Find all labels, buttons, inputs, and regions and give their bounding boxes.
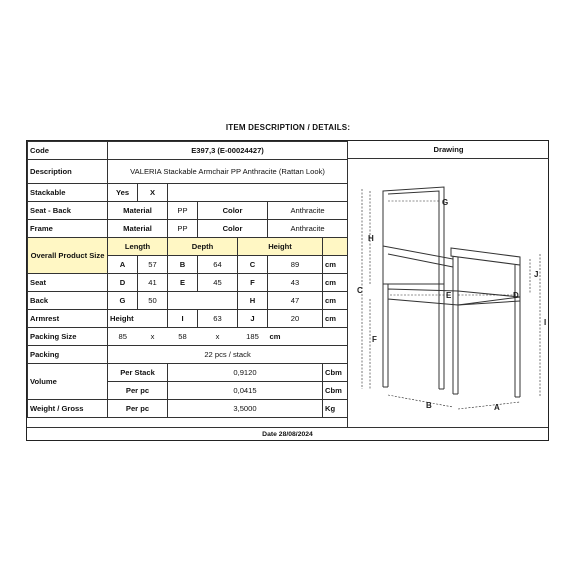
per-pc-label: Per pc — [108, 382, 168, 400]
chair-drawing — [348, 159, 550, 427]
packing-times: x — [198, 328, 238, 346]
unit-cm: cm — [323, 274, 348, 292]
label-c: C — [357, 286, 363, 295]
row-frame — [28, 220, 348, 238]
material-value: PP — [168, 202, 198, 220]
material-value: PP — [168, 220, 198, 238]
row-packing — [28, 346, 348, 364]
letter-f: F — [238, 274, 268, 292]
letter-j: J — [238, 310, 268, 328]
value-description: VALERIA Stackable Armchair PP Anthracite (Rattan Look) — [108, 160, 348, 184]
value-e: 45 — [198, 274, 238, 292]
letter-i: I — [168, 310, 198, 328]
chair-feet — [383, 387, 520, 397]
value-g: 50 — [138, 292, 168, 310]
volume-per-stack: 0,9120 — [168, 364, 323, 382]
chair-back-leg-right — [439, 284, 444, 389]
letter-c: C — [238, 256, 268, 274]
label-g: G — [442, 198, 449, 207]
blank-cell — [323, 238, 348, 256]
label-seat: Seat — [28, 274, 108, 292]
value-i: 63 — [198, 310, 238, 328]
label-armrest: Armrest — [28, 310, 108, 328]
label-packing-size: Packing Size — [28, 328, 108, 346]
value-h: 47 — [268, 292, 323, 310]
value-stackable-yes: Yes — [108, 184, 138, 202]
chair-backrest — [383, 187, 444, 284]
row-weight — [28, 400, 348, 418]
row-armrest — [28, 310, 348, 328]
color-label: Color — [198, 220, 268, 238]
letter-e: E — [168, 274, 198, 292]
chair-arm-support — [453, 256, 458, 394]
value-d: 41 — [138, 274, 168, 292]
dim-line-a — [458, 402, 520, 409]
label-description: Description — [28, 160, 108, 184]
label-i: I — [544, 318, 547, 327]
label-d: D — [513, 291, 519, 300]
chair-seat-front — [458, 301, 520, 305]
page-title: ITEM DESCRIPTION / DETAILS: — [225, 123, 351, 132]
dim-line-b — [388, 395, 453, 407]
label-seat-back: Seat - Back — [28, 202, 108, 220]
drawing-panel — [347, 141, 549, 427]
chair-arm-support-front — [515, 265, 520, 397]
spec-table — [27, 141, 348, 418]
color-label: Color — [198, 202, 268, 220]
label-frame: Frame — [28, 220, 108, 238]
value-b: 64 — [198, 256, 238, 274]
packing-width: 58 — [168, 328, 198, 346]
letter-a: A — [108, 256, 138, 274]
row-back — [28, 292, 348, 310]
header-depth: Depth — [168, 238, 238, 256]
label-overall-size: Overall Product Size — [28, 238, 108, 274]
label-e: E — [446, 291, 452, 300]
chair-back-leg-left — [383, 284, 388, 387]
row-code — [28, 142, 348, 160]
letter-h: H — [238, 292, 268, 310]
material-label: Material — [108, 220, 168, 238]
unit-cm: cm — [323, 310, 348, 328]
label-weight: Weight / Gross — [28, 400, 108, 418]
volume-per-pc: 0,0415 — [168, 382, 323, 400]
value-a: 57 — [138, 256, 168, 274]
unit-cm: cm — [323, 256, 348, 274]
value-c: 89 — [268, 256, 323, 274]
blank-cell — [168, 184, 348, 202]
letter-g: G — [108, 292, 138, 310]
row-description — [28, 160, 348, 184]
header-length: Length — [108, 238, 168, 256]
label-stackable: Stackable — [28, 184, 108, 202]
row-packing-size — [28, 328, 348, 346]
material-label: Material — [108, 202, 168, 220]
unit-cbm: Cbm — [323, 382, 348, 400]
header-height: Height — [238, 238, 323, 256]
label-j: J — [534, 270, 539, 279]
unit-cm: cm — [268, 328, 348, 346]
row-volume-stack — [28, 364, 348, 382]
label-f: F — [372, 335, 377, 344]
unit-kg: Kg — [323, 400, 348, 418]
chair-backrest-inner — [388, 191, 439, 284]
value-code: E397,3 (E-00024427) — [108, 142, 348, 160]
label-code: Code — [28, 142, 108, 160]
per-stack-label: Per Stack — [108, 364, 168, 382]
label-volume: Volume — [28, 364, 108, 400]
color-value: Anthracite — [268, 202, 348, 220]
chair-armrest-left — [383, 246, 453, 267]
label-a: A — [494, 403, 500, 412]
row-seat-back — [28, 202, 348, 220]
value-j: 20 — [268, 310, 323, 328]
letter-b: B — [168, 256, 198, 274]
blank-cell — [168, 292, 238, 310]
row-stackable — [28, 184, 348, 202]
packing-height: 185 — [238, 328, 268, 346]
value-f: 43 — [268, 274, 323, 292]
packing-times: x — [138, 328, 168, 346]
unit-cbm: Cbm — [323, 364, 348, 382]
per-pc-label: Per pc — [108, 400, 168, 418]
label-h: H — [368, 234, 374, 243]
color-value: Anthracite — [268, 220, 348, 238]
label-b: B — [426, 401, 432, 410]
label-back: Back — [28, 292, 108, 310]
chair-armrest-right — [451, 248, 520, 265]
height-label: Height — [108, 310, 168, 328]
unit-cm: cm — [323, 292, 348, 310]
packing-length: 85 — [108, 328, 138, 346]
footer-date: Date 28/08/2024 — [27, 427, 548, 441]
row-seat — [28, 274, 348, 292]
value-packing: 22 pcs / stack — [108, 346, 348, 364]
value-stackable-mark: X — [138, 184, 168, 202]
label-packing: Packing — [28, 346, 108, 364]
drawing-title: Drawing — [348, 141, 549, 159]
spec-sheet — [26, 140, 549, 441]
letter-d: D — [108, 274, 138, 292]
row-overall-head — [28, 238, 348, 256]
weight-value: 3,5000 — [168, 400, 323, 418]
